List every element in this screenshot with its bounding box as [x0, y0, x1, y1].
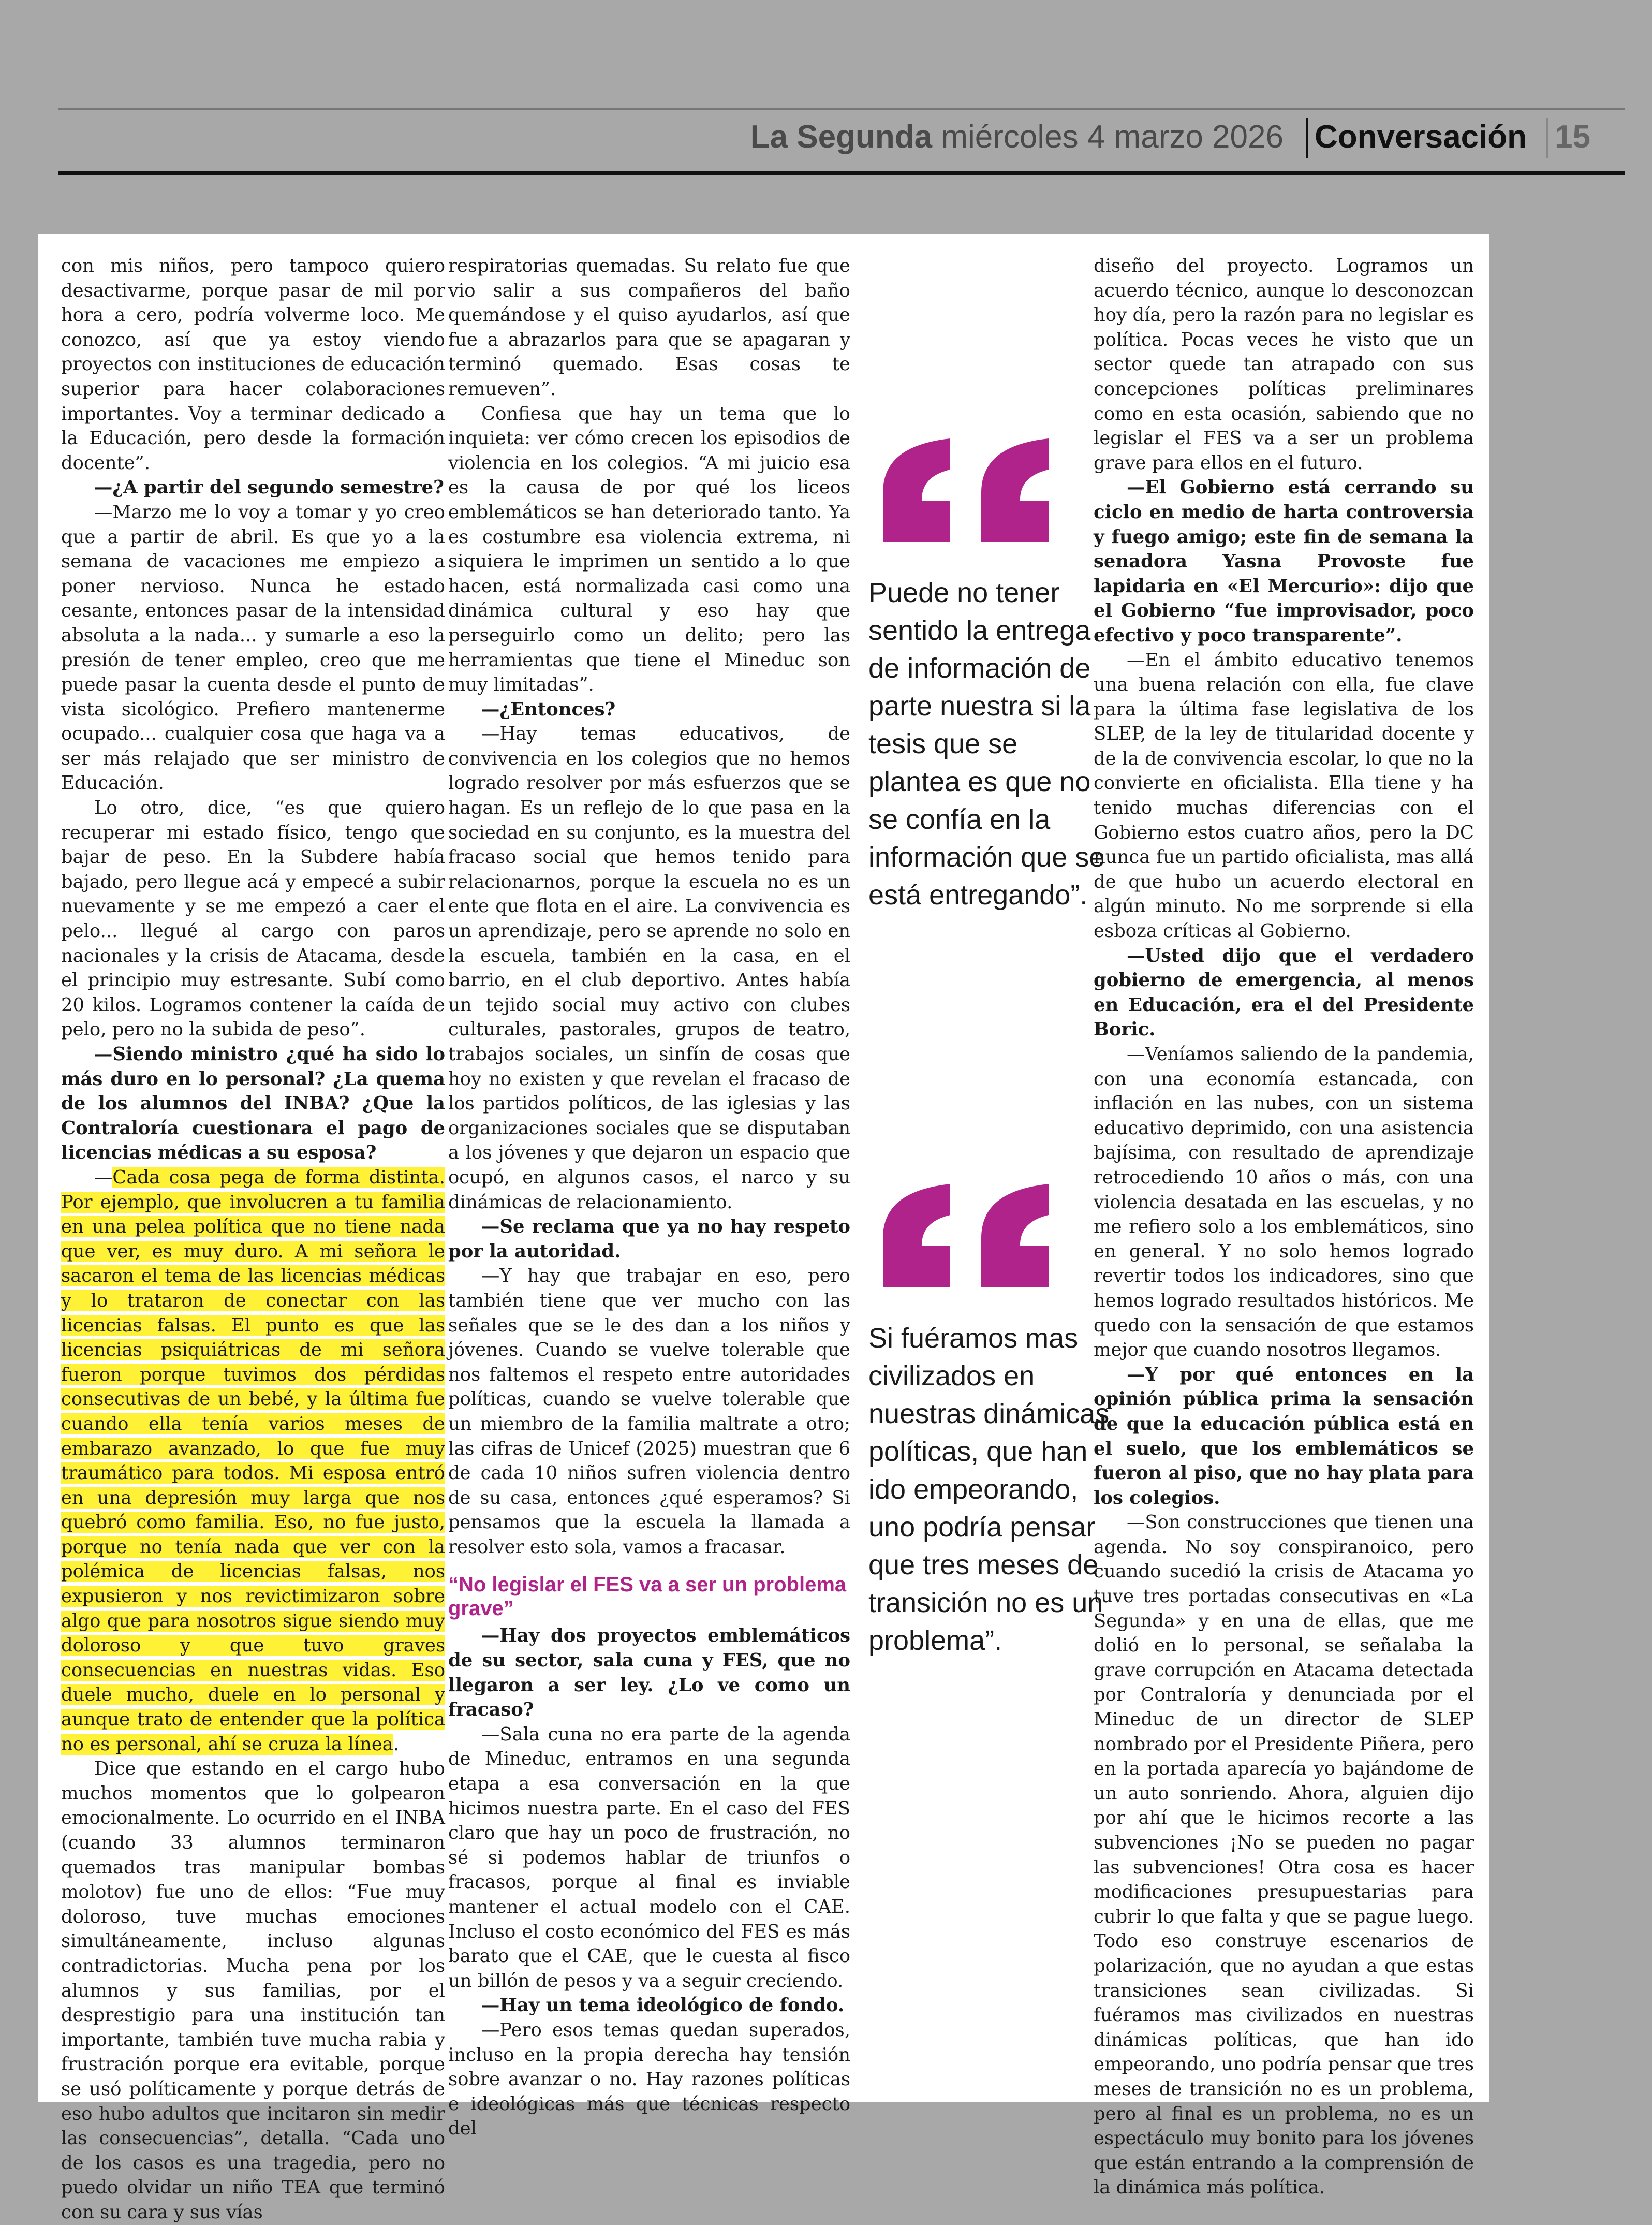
interview-question: —El Gobierno está cerrando su ciclo en medio de harta controversia y fuego amigo; este fin de semana la senadora Yasna Provoste fue lapidaria en «El Mercurio»: dijo que el Gobierno “fue improvisador, poco efectivo y poco transparente”.	[1094, 477, 1474, 646]
pull-quote-1	[868, 438, 1112, 914]
publication-name: La Segunda	[750, 119, 933, 155]
period: .	[393, 1733, 400, 1755]
header-top-rule	[58, 108, 1625, 110]
interview-question: —Siendo ministro ¿qué ha sido lo más duro en lo personal? ¿La quema de los alumnos del INBA? ¿Que la Contraloría cuestionara el pago de licencias médicas a su esposa?	[61, 1044, 445, 1164]
article-column-2	[448, 254, 850, 2141]
header-bottom-rule	[58, 171, 1625, 175]
paragraph: respiratorias quemadas. Su relato fue que vio salir a sus compañeros del baño quemándose y el quiso ayudarlos, así que fue a abrazarlos para que se apagaran y terminó quemado. Esas cosas te remueven”.	[448, 255, 850, 400]
interview-question: —¿Entonces?	[481, 698, 616, 720]
interview-question: —¿A partir del segundo semestre?	[94, 477, 444, 499]
quote-mark-icon	[873, 438, 1059, 542]
dash: —	[94, 1166, 113, 1188]
paragraph: —En el ámbito educativo tenemos una buena relación con ella, fue clave para la última fase legislativa de los SLEP, de la ley de titularidad docente y de la de convivencia escolar, lo que no la convierte en oficialista. Ella tiene y ha tenido muchas diferencias con el Gobierno estos cuatro años, pero la DC nunca fue un partido oficialista, mas allá de que hubo un acuerdo electoral en algún minuto. No me sorprende si ella esboza críticas al Gobierno.	[1094, 649, 1474, 942]
highlighted-paragraph	[61, 1165, 445, 1756]
subheading: “No legislar el FES va a ser un problema grave”	[448, 1573, 847, 1620]
interview-question: —Hay dos proyectos emblemáticos de su sector, sala cuna y FES, que no llegaron a ser ley. ¿Lo ve como un fracaso?	[448, 1625, 850, 1721]
header-divider	[1306, 118, 1308, 158]
issue-date: miércoles 4 marzo 2026	[941, 119, 1284, 155]
paragraph: —Sala cuna no era parte de la agenda de Mineduc, entramos en una segunda etapa a esa conversación en la que hicimos nuestra parte. En el caso del FES claro que hay un poco de frustración, no sé si podemos hablar de triunfos o fracasos, porque al final es inviable mantener el actual modelo con el CAE. Incluso el costo económico del FES es más barato que el CAE, que le cuesta al fisco un billón de pesos y va a seguir creciendo.	[448, 1723, 850, 1992]
pull-quote-text: Si fuéramos mas civilizados en nuestras dinámicas políticas, que han ido empeorando, uno podría pensar que tres meses de transición no es un problema”.	[868, 1323, 1110, 1656]
interview-question: —Se reclama que ya no hay respeto por la autoridad.	[448, 1216, 850, 1262]
paragraph: —Pero esos temas quedan superados, incluso en la propia derecha hay tensión sobre avanzar o no. Hay razones políticas e ideológicas más que técnicas respecto del	[448, 2019, 850, 2140]
highlighted-text: Cada cosa pega de forma distinta. Por ejemplo, que involucren a tu familia en una pelea política que no tiene nada que ver, es muy duro. A mi señora le sacaron el tema de las licencias médicas y lo trataron de conectar con las licencias falsas. El punto es que las licencias psiquiátricas de mi señora fueron porque tuvimos dos pérdidas consecutivas de un bebé, y la última fue cuando ella tenía varios meses de embarazo avanzado, lo que fue muy traumático para todos. Mi esposa entró en una depresión muy larga que nos quebró como familia. Eso, no fue justo, porque no tenía nada que ver con la polémica de licencias falsas, nos expusieron y nos revictimizaron sobre algo que para nosotros sigue siendo muy doloroso y que tuvo graves consecuencias en nuestras vidas. Eso duele mucho, duele en lo personal y aunque trato de entender que la política no es personal, ahí se cruza la línea	[61, 1166, 445, 1755]
pull-quote-2	[868, 1184, 1112, 1660]
interview-question: —Y por qué entonces en la opinión pública prima la sensación de que la educación pública está en el suelo, que los emblemáticos se fueron al piso, que no hay plata para los colegios.	[1094, 1364, 1474, 1509]
article-column-4	[1094, 254, 1474, 2200]
interview-question: —Usted dijo que el verdadero gobierno de emergencia, al menos en Educación, era el del Presidente Boric.	[1094, 945, 1474, 1041]
paragraph: Confiesa que hay un tema que lo inquieta: ver cómo crecen los episodios de violencia en los colegios. “A mi juicio esa es la causa de por qué los liceos emblemáticos se han deteriorado tanto. Ya es costumbre esa violencia extrema, ni siquiera le imprimen un sentido a lo que hacen, está normalizada casi como una dinámica cultural y eso hay que perseguirlo como un delito; pero las herramientas que tiene el Mineduc son muy limitadas”.	[448, 403, 850, 696]
publication-date	[750, 114, 1284, 160]
paragraph: —Veníamos saliendo de la pandemia, con una economía estancada, con inflación en las nubes, con un sistema educativo deprimido, con una asistencia bajísima, con resultado de aprendizaje retrocediendo 10 años o más, con una violencia desatada en las escuelas, y no me refiero solo a los emblemáticos, sino en general. Y no solo hemos logrado revertir todos los indicadores, sino que hemos logrado resultados históricos. Me quedo con la sensación de que estamos mejor que cuando nosotros llegamos.	[1094, 1044, 1474, 1361]
paragraph: —Y hay que trabajar en eso, pero también tiene que ver mucho con las señales que se le des dan a los niños y jóvenes. Cuando se vuelve tolerable que nos faltemos el respeto entre autoridades políticas, cuando se vuelve tolerable que un miembro de la familia maltrate a otro; las cifras de Unicef (2025) muestran que 6 de cada 10 niños sufren violencia dentro de su casa, entonces ¿qué esperamos? Si pensamos que la escuela la llamada a resolver esto sola, vamos a fracasar.	[448, 1265, 850, 1558]
paragraph: Lo otro, dice, “es que quiero recuperar mi estado físico, tengo que bajar de peso. En la Subdere había bajado, pero llegue acá y empecé a subir nuevamente y se me empezó a caer el pelo... llegué al cargo con paros nacionales y la crisis de Atacama, desde el principio muy estresante. Subí como 20 kilos. Logramos contener la caída de pelo, pero no la subida de peso”.	[61, 797, 445, 1041]
quote-mark-icon	[873, 1184, 1059, 1287]
interview-question: —Hay un tema ideológico de fondo.	[481, 1995, 845, 2016]
paragraph: diseño del proyecto. Logramos un acuerdo técnico, aunque lo desconozcan hoy día, pero la razón para no legislar es política. Pocas veces he visto que un sector quede tan atrapado con sus concepciones políticas preliminares como en esta ocasión, sabiendo que no legislar el FES va a ser un problema grave para ellos en el futuro.	[1094, 255, 1474, 474]
paragraph: Dice que estando en el cargo hubo muchos momentos que lo golpearon emocionalmente. Lo ocurrido en el INBA (cuando 33 alumnos terminaron quemados tras manipular bombas molotov) fue uno de ellos: “Fue muy doloroso, tuve muchas emociones simultáneamente, incluso algunas contradictorias. Mucha pena por los alumnos y sus familias, por el desprestigio para una institución tan importante, también tuve mucha rabia y frustración porque era evitable, porque se usó políticamente y porque detrás de eso hubo adultos que incitaron sin medir las consecuencias”, detalla. “Cada uno de los casos es una tragedia, pero no puedo olvidar un niño TEA que terminó con su cara y sus vías	[61, 1758, 445, 2223]
paragraph: —Hay temas educativos, de convivencia en los colegios que no hemos logrado resolver por más esfuerzos que se hagan. Es un reflejo de lo que pasa en la sociedad en su conjunto, es la muestra del fracaso social que hemos tenido para relacionarnos, porque la escuela no es un ente que flota en el aire. La convivencia es un aprendizaje, pero se aprende no solo en la escuela, también en la casa, en el barrio, en el club deportivo. Antes había un tejido social muy activo con clubes culturales, pastorales, grupos de teatro, trabajos sociales, un sinfín de cosas que hoy no existen y que revelan el fracaso de los partidos políticos, de las iglesias y las organizaciones sociales que se disputaban a los jóvenes y que dejaron un espacio que ocupó, en algunos casos, el narco y su dinámicas de relacionamiento.	[448, 723, 850, 1213]
paragraph: con mis niños, pero tampoco quiero desactivarme, porque pasar de mil por hora a cero, podría volverme loco. Me conozco, así que ya estoy viendo proyectos con instituciones de educación superior para hacer colaboraciones importantes. Voy a terminar dedicado a la Educación, pero desde la formación docente”.	[61, 255, 445, 474]
article-page	[38, 234, 1489, 2223]
page-number: 15	[1555, 119, 1590, 155]
section-name: Conversación	[1315, 119, 1527, 155]
pull-quote-text: Puede no tener sentido la entrega de información de parte nuestra si la tesis que se plantea es que no se confía en la información que se está entregando”.	[868, 577, 1105, 911]
header-divider	[1546, 118, 1548, 158]
page-header	[58, 114, 1625, 166]
paragraph: —Son construcciones que tienen una agenda. No soy conspiranoico, pero cuando sucedió la crisis de Atacama yo tuve tres portadas consecutivas en «La Segunda» y en una de ellas, que me dolió en lo personal, se señalaba la grave corrupción en Atacama detectada por Contraloría y denunciada por el Mineduc de un director de SLEP nombrado por el Presidente Piñera, pero en la portada aparecía yo bajándome de un auto sonriendo. Ahora, alguien dijo por ahí que le hicimos recorte a las subvenciones ¡No se pueden no pagar las subvenciones! Otra cosa es hacer modificaciones presupuestarias para cubrir lo que falta y que se pague luego. Todo eso construye escenarios de polarización, que no ayudan a que estas transiciones sean civilizadas. Si fuéramos mas civilizados en nuestras dinámicas políticas, que han ido empeorando, uno podría pensar que tres meses de transición no es un problema, pero al final es un problema, no es un espectáculo muy bonito para los jóvenes que están entrando a la comprensión de la dinámica más política.	[1094, 1512, 1474, 2199]
article-column-1	[61, 254, 445, 2225]
paragraph: —Marzo me lo voy a tomar y yo creo que a partir de abril. Es que yo a la semana de vacaciones me empiezo a poner nervioso. Nunca he estado cesante, entonces pasar de la intensidad absoluta a la nada... y sumarle a eso la presión de tener empleo, creo que me puede pasar la cuenta desde el punto de vista sicológico. Prefiero mantenerme ocupado... cualquier cosa que haga va a ser más relajado que ser ministro de Educación.	[61, 501, 445, 794]
